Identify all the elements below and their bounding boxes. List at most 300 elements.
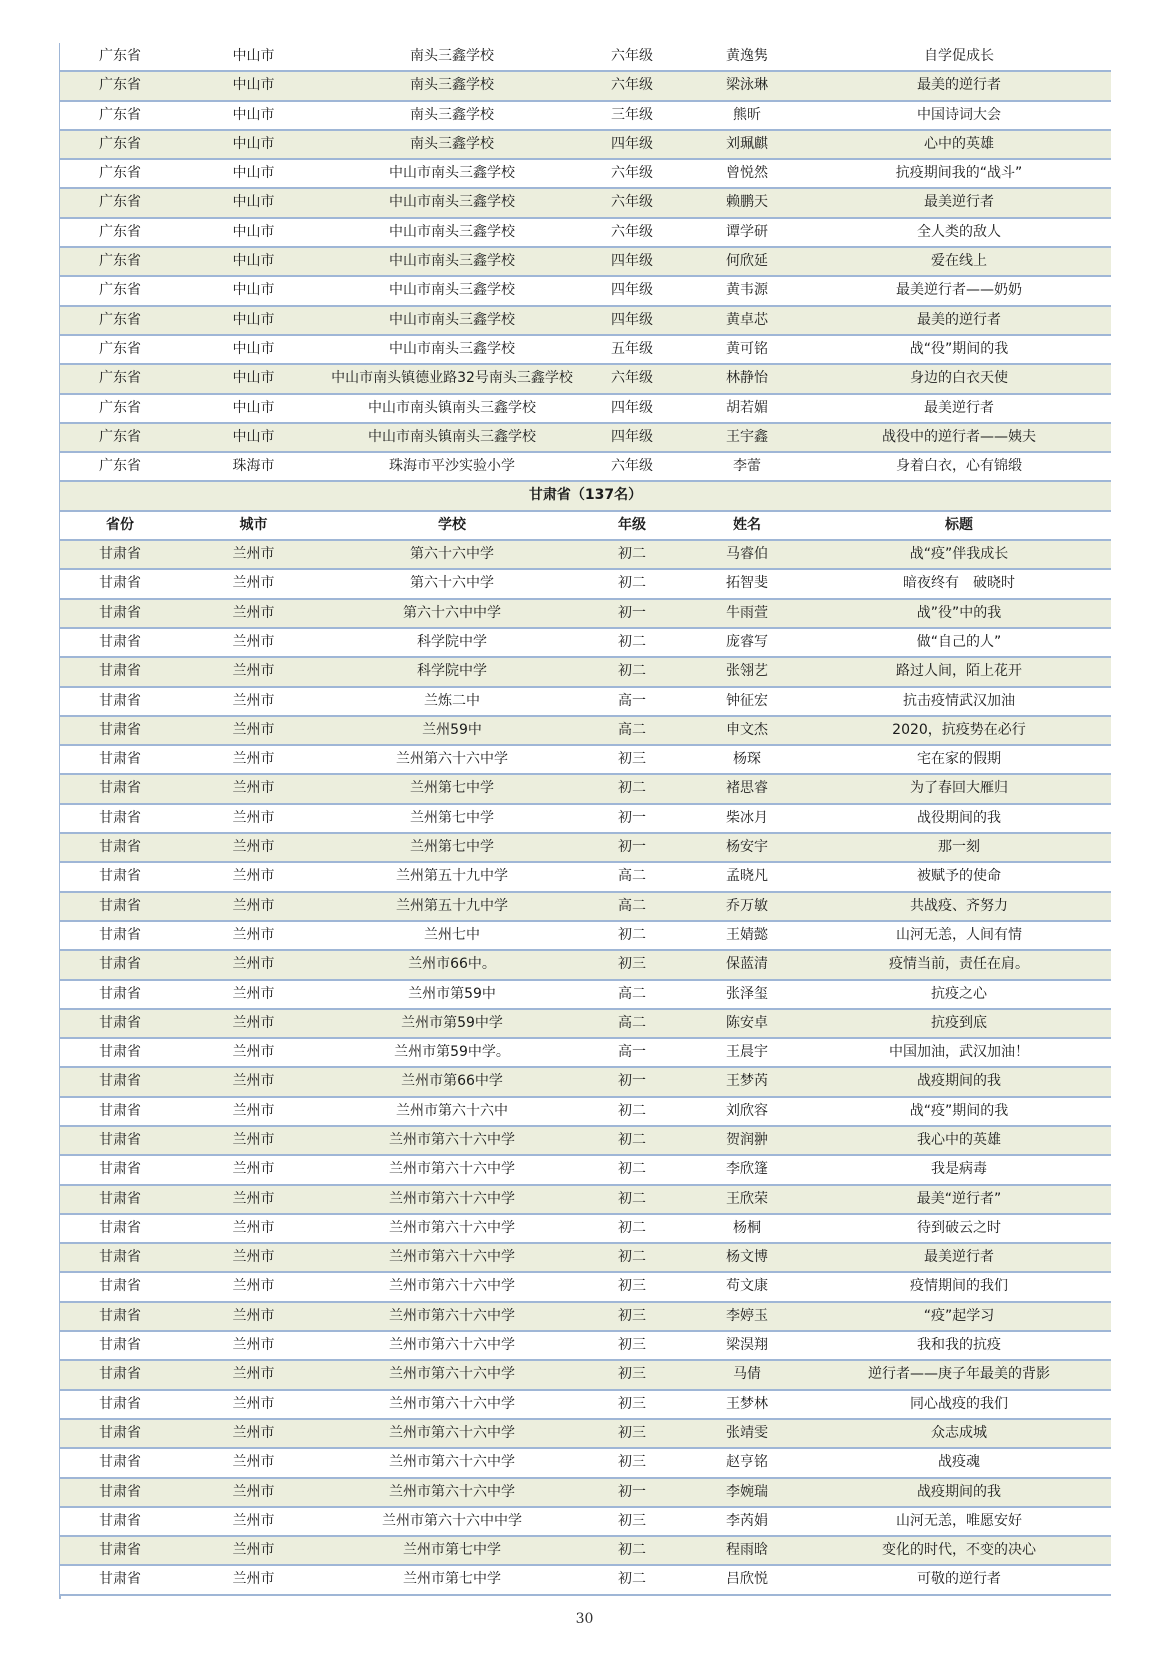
table-cell: 抗疫到底 [931, 1014, 987, 1031]
table-cell: 马睿伯 [726, 546, 768, 563]
table-row [60, 365, 1111, 394]
table-cell: 战疫期间的我 [917, 1073, 1001, 1090]
table-cell: 李欣篷 [726, 1161, 768, 1178]
table-cell: 战“役”期间的我 [909, 340, 1009, 357]
table-row [60, 277, 1111, 306]
table-cell: 兰州市 [232, 1307, 275, 1324]
table-cell: 广东省 [99, 458, 141, 475]
table-cell: 兰州市第六十六中学 [389, 1366, 515, 1383]
table-cell: 林静怡 [726, 370, 768, 387]
table-cell: 年级 [618, 516, 646, 533]
table-cell: 甘肃省 [99, 692, 141, 709]
table-cell: 中山市 [232, 165, 275, 182]
table-cell: 初三 [618, 1307, 646, 1324]
table-cell: 珠海市 [232, 458, 275, 475]
table-cell: 甘肃省 [99, 1542, 141, 1559]
table-cell: 四年级 [611, 282, 653, 299]
table-cell: 自学促成长 [924, 48, 994, 64]
table-row [60, 1127, 1111, 1156]
table-row [60, 189, 1111, 218]
table-cell: 待到破云之时 [917, 1219, 1001, 1236]
table-row [60, 1244, 1111, 1273]
table-cell: 身边的白衣天使 [910, 370, 1008, 387]
table-row [60, 1566, 1111, 1595]
awards-table [60, 43, 1111, 1596]
table-cell: 山河无恙，人间有情 [896, 926, 1022, 943]
table-cell: 战役期间的我 [917, 809, 1001, 826]
table-cell: 甘肃省 [99, 1073, 141, 1090]
table-cell: 高一 [618, 692, 646, 709]
table-cell: 珠海市平沙实验小学 [389, 458, 515, 475]
table-cell: 广东省 [99, 370, 141, 387]
table-cell: 六年级 [611, 194, 653, 211]
table-cell: 拓智斐 [726, 575, 768, 592]
table-cell: 心中的英雄 [924, 135, 994, 152]
table-cell: 初二 [618, 575, 646, 592]
table-cell: 中山市南头三鑫学校 [389, 340, 515, 357]
table-cell: 逆行者——庚子年最美的背影 [868, 1366, 1050, 1383]
table-cell: 甘肃省 [99, 1512, 141, 1529]
table-cell: 王梦芮 [726, 1073, 768, 1090]
table-cell: 四年级 [611, 428, 653, 445]
table-cell: 初二 [618, 633, 646, 650]
table-cell: 众志成城 [931, 1424, 987, 1441]
table-cell: 初二 [618, 1571, 646, 1588]
table-cell: 初一 [618, 809, 646, 826]
table-cell: 孟晓凡 [726, 868, 768, 885]
table-cell: 广东省 [99, 399, 141, 416]
table-cell: 熊昕 [733, 106, 761, 123]
table-cell: 陈安卓 [726, 1014, 768, 1031]
table-cell: 兰州市 [232, 780, 275, 797]
table-row [60, 1420, 1111, 1449]
table-cell: 暗夜终有 破晓时 [903, 575, 1015, 592]
table-cell: 李婉瑞 [726, 1483, 768, 1500]
table-cell: 初二 [618, 546, 646, 563]
section-title [60, 482, 1111, 511]
table-cell: 广东省 [99, 48, 141, 64]
table-row [60, 102, 1111, 131]
table-row [60, 160, 1111, 189]
table-cell: 战疫期间的我 [917, 1483, 1001, 1500]
table-row [60, 72, 1111, 101]
table-cell: 第六十六中中学 [403, 604, 501, 621]
table-cell: 三年级 [611, 106, 653, 123]
table-cell: 中山市 [232, 77, 275, 94]
table-cell: 第六十六中学 [410, 546, 494, 563]
table-cell: 甘肃省 [99, 1278, 141, 1295]
table-cell: 兰州市第六十六中中学 [382, 1512, 522, 1529]
table-cell: 疫情期间的我们 [910, 1278, 1008, 1295]
table-cell: 兰州市 [232, 633, 275, 650]
table-cell: 六年级 [611, 370, 653, 387]
table-cell: 杨桐 [733, 1219, 761, 1236]
table-cell: 最美逆行者 [924, 399, 994, 416]
table-row [60, 600, 1111, 629]
table-cell: 兰州市 [232, 1542, 275, 1559]
table-cell: 甘肃省 [99, 663, 141, 680]
table-row [60, 541, 1111, 570]
table-cell: 乔万敏 [726, 897, 768, 914]
table-cell: 甘肃省 [99, 575, 141, 592]
table-cell: 南头三鑫学校 [410, 48, 494, 64]
table-cell: 广东省 [99, 282, 141, 299]
table-cell: 中山市 [232, 311, 275, 328]
table-cell: 高二 [618, 985, 646, 1002]
table-cell: 那一刻 [938, 839, 980, 856]
table-cell: 全人类的敌人 [917, 223, 1001, 240]
table-cell: 黄可铭 [726, 340, 768, 357]
table-cell: 兰州市 [232, 809, 275, 826]
table-row [60, 219, 1111, 248]
table-cell: 被赋予的使命 [917, 868, 1001, 885]
table-cell: 兰州市 [232, 604, 275, 621]
table-row [60, 834, 1111, 863]
table-row [60, 805, 1111, 834]
table-cell: 同心战疫的我们 [910, 1395, 1008, 1412]
table-cell: 杨文博 [726, 1249, 768, 1266]
table-cell: 甘肃省 [99, 868, 141, 885]
table-cell: 中山市南头三鑫学校 [389, 165, 515, 182]
table-cell: 广东省 [99, 135, 141, 152]
table-cell: 褚思睿 [726, 780, 768, 797]
table-row [60, 1361, 1111, 1390]
table-cell: 初二 [618, 780, 646, 797]
table-cell: 中山市南头三鑫学校 [389, 194, 515, 211]
table-cell: 初一 [618, 839, 646, 856]
table-cell: 兰州第五十九中学 [396, 897, 508, 914]
table-cell: 中山市 [232, 399, 275, 416]
table-cell: 兰州市第六十六中学 [389, 1219, 515, 1236]
table-cell: 我和我的抗疫 [917, 1337, 1001, 1354]
table-row [60, 1215, 1111, 1244]
table-cell: 初一 [618, 1073, 646, 1090]
table-row [60, 717, 1111, 746]
table-row [60, 1068, 1111, 1097]
table-cell: 我是病毒 [931, 1161, 987, 1178]
table-cell: 中山市 [232, 223, 275, 240]
table-cell: 王宇鑫 [726, 428, 768, 445]
table-cell: 最美的逆行者 [917, 77, 1001, 94]
table-cell: 兰州市 [232, 868, 275, 885]
table-cell: 黄卓芯 [726, 311, 768, 328]
table-cell: 兰州第七中学 [410, 780, 494, 797]
table-cell: 广东省 [99, 311, 141, 328]
table-cell: 初二 [618, 1161, 646, 1178]
section-title-text: 甘肃省（137名） [528, 487, 643, 504]
table-cell: 兰州市 [232, 692, 275, 709]
table-row [60, 629, 1111, 658]
table-cell: 甘肃省 [99, 1044, 141, 1061]
table-cell: 广东省 [99, 340, 141, 357]
table-cell: 学校 [438, 516, 466, 533]
table-cell: 初二 [618, 1190, 646, 1207]
table-cell: 甘肃省 [99, 1337, 141, 1354]
table-cell: 兰州市第六十六中学 [389, 1454, 515, 1471]
table-cell: 甘肃省 [99, 751, 141, 768]
table-cell: 最美逆行者——奶奶 [896, 282, 1022, 299]
table-cell: 标题 [945, 516, 973, 533]
table-cell: 高二 [618, 897, 646, 914]
table-cell: 兰州59中 [422, 721, 482, 738]
table-cell: 初三 [618, 1278, 646, 1295]
table-cell: 申文杰 [726, 721, 768, 738]
table-cell: 兰炼二中 [424, 692, 480, 709]
table-cell: 兰州第五十九中学 [396, 868, 508, 885]
table-cell: 甘肃省 [99, 897, 141, 914]
table-cell: 最美逆行者 [924, 194, 994, 211]
table-row [60, 746, 1111, 775]
table-cell: 兰州市第六十六中学 [389, 1483, 515, 1500]
table-cell: 兰州七中 [424, 926, 480, 943]
table-row [60, 1479, 1111, 1508]
table-row [60, 570, 1111, 599]
table-cell: 李婷玉 [726, 1307, 768, 1324]
table-cell: 兰州市 [232, 1219, 275, 1236]
table-row [60, 1039, 1111, 1068]
table-cell: 兰州市 [232, 1131, 275, 1148]
table-cell: 甘肃省 [99, 1395, 141, 1412]
table-cell: 甘肃省 [99, 1366, 141, 1383]
table-cell: 甘肃省 [99, 780, 141, 797]
table-row [60, 336, 1111, 365]
table-cell: 广东省 [99, 165, 141, 182]
table-cell: 高二 [618, 1014, 646, 1031]
table-cell: 柴冰月 [726, 809, 768, 826]
table-cell: 甘肃省 [99, 1454, 141, 1471]
table-row [60, 395, 1111, 424]
table-cell: 李芮娟 [726, 1512, 768, 1529]
table-cell: 初二 [618, 1542, 646, 1559]
table-cell: 战“疫”期间的我 [909, 1102, 1009, 1119]
table-cell: 中山市 [232, 48, 275, 64]
table-cell: 初二 [618, 1102, 646, 1119]
table-cell: 甘肃省 [99, 1483, 141, 1500]
table-cell: 姓名 [733, 516, 761, 533]
table-cell: 兰州市第六十六中 [396, 1102, 508, 1119]
table-cell: 刘珮麒 [726, 135, 768, 152]
table-cell: 甘肃省 [99, 1219, 141, 1236]
table-cell: 甘肃省 [99, 1131, 141, 1148]
table-row [60, 131, 1111, 160]
table-cell: 中山市南头三鑫学校 [389, 253, 515, 270]
table-cell: 中山市 [232, 282, 275, 299]
table-cell: 王欣荣 [726, 1190, 768, 1207]
table-cell: 中国加油，武汉加油！ [889, 1044, 1029, 1061]
table-cell: 山河无恙，唯愿安好 [896, 1512, 1022, 1529]
table-cell: 甘肃省 [99, 926, 141, 943]
table-cell: 中山市南头三鑫学校 [389, 282, 515, 299]
table-cell: 兰州市 [232, 1424, 275, 1441]
table-cell: 初三 [618, 751, 646, 768]
table-cell: 六年级 [611, 458, 653, 475]
table-cell: 甘肃省 [99, 1571, 141, 1588]
table-cell: 甘肃省 [99, 985, 141, 1002]
table-cell: 曾悦然 [726, 165, 768, 182]
table-cell: 兰州市第59中学。 [394, 1044, 510, 1061]
table-cell: 兰州市 [232, 1454, 275, 1471]
table-cell: 最美的逆行者 [917, 311, 1001, 328]
table-cell: 初三 [618, 1424, 646, 1441]
table-cell: 变化的时代，不变的决心 [882, 1542, 1036, 1559]
table-cell: 六年级 [611, 48, 653, 64]
table-cell: 甘肃省 [99, 1307, 141, 1324]
table-cell: 战役中的逆行者——姨夫 [882, 428, 1036, 445]
table-cell: 兰州市 [232, 721, 275, 738]
table-cell: 抗疫期间我的“战斗” [895, 165, 1023, 182]
table-cell: 广东省 [99, 428, 141, 445]
table-row [60, 1449, 1111, 1478]
table-row [60, 453, 1111, 482]
table-cell: 四年级 [611, 311, 653, 328]
table-cell: 高二 [618, 721, 646, 738]
table-cell: 初三 [618, 1512, 646, 1529]
table-cell: 初三 [618, 1337, 646, 1354]
table-cell: 王婧懿 [726, 926, 768, 943]
table-row [60, 43, 1111, 72]
table-cell: 兰州市第59中学 [401, 1014, 503, 1031]
table-cell: 贺润翀 [726, 1131, 768, 1148]
table-cell: 疫情当前，责任在肩。 [889, 956, 1029, 973]
table-cell: 南头三鑫学校 [410, 135, 494, 152]
table-cell: 四年级 [611, 135, 653, 152]
table-cell: 兰州市第六十六中学 [389, 1278, 515, 1295]
table-cell: 甘肃省 [99, 1249, 141, 1266]
table-cell: 兰州市 [232, 956, 275, 973]
table-cell: 兰州市 [232, 1366, 275, 1383]
table-row [60, 248, 1111, 277]
table-cell: 兰州市第六十六中学 [389, 1337, 515, 1354]
table-cell: 甘肃省 [99, 1424, 141, 1441]
table-cell: 兰州市第六十六中学 [389, 1161, 515, 1178]
table-cell: 兰州市 [232, 1073, 275, 1090]
table-cell: 初二 [618, 1131, 646, 1148]
table-cell: 兰州市 [232, 1249, 275, 1266]
table-cell: 保蓝清 [726, 956, 768, 973]
table-cell: 兰州市第六十六中学 [389, 1395, 515, 1412]
table-cell: 初三 [618, 1454, 646, 1471]
table-cell: 黄逸隽 [726, 48, 768, 64]
table-cell: 五年级 [611, 340, 653, 357]
table-cell: 初三 [618, 1395, 646, 1412]
table-cell: 兰州市 [232, 897, 275, 914]
table-cell: 抗疫之心 [931, 985, 987, 1002]
table-cell: 张靖雯 [726, 1424, 768, 1441]
table-cell: 兰州市第六十六中学 [389, 1424, 515, 1441]
table-cell: 兰州市第六十六中学 [389, 1307, 515, 1324]
table-cell: 甘肃省 [99, 1161, 141, 1178]
table-cell: 兰州市第六十六中学 [389, 1190, 515, 1207]
table-cell: 梁泳琳 [726, 77, 768, 94]
table-cell: 中山市 [232, 428, 275, 445]
table-cell: 兰州市 [232, 663, 275, 680]
table-cell: 甘肃省 [99, 839, 141, 856]
table-row [60, 1391, 1111, 1420]
table-cell: 谭学研 [726, 223, 768, 240]
table-cell: 四年级 [611, 399, 653, 416]
table-cell: 省份 [106, 516, 134, 533]
table-cell: 初三 [618, 956, 646, 973]
table-row [60, 922, 1111, 951]
table-cell: 兰州市 [232, 546, 275, 563]
table-row [60, 1098, 1111, 1127]
table-cell: 中山市 [232, 253, 275, 270]
table-cell: 兰州市 [232, 1161, 275, 1178]
table-cell: 甘肃省 [99, 546, 141, 563]
table-cell: 宅在家的假期 [917, 751, 1001, 768]
table-cell: 2020，抗疫势在必行 [892, 721, 1026, 738]
table-cell: 广东省 [99, 77, 141, 94]
table-cell: 兰州市 [232, 575, 275, 592]
table-cell: 中山市南头三鑫学校 [389, 223, 515, 240]
table-cell: 兰州市第七中学 [403, 1571, 501, 1588]
table-row [60, 307, 1111, 336]
table-row [60, 688, 1111, 717]
table-cell: 战“疫”伴我成长 [909, 546, 1009, 563]
table-cell: 兰州市第66中学 [401, 1073, 503, 1090]
table-cell: 甘肃省 [99, 1014, 141, 1031]
table-cell: 做“自己的人” [916, 633, 1002, 650]
table-cell: 兰州市 [232, 985, 275, 1002]
table-cell: 兰州市第六十六中学 [389, 1249, 515, 1266]
table-cell: 广东省 [99, 223, 141, 240]
table-cell: 兰州市 [232, 1102, 275, 1119]
table-cell: 兰州市 [232, 1571, 275, 1588]
table-cell: 赵亨铭 [726, 1454, 768, 1471]
table-cell: 兰州市 [232, 1190, 275, 1207]
table-cell: 初一 [618, 1483, 646, 1500]
table-cell: 王梦林 [726, 1395, 768, 1412]
table-cell: 兰州市 [232, 1512, 275, 1529]
table-row [60, 658, 1111, 687]
table-cell: 科学院中学 [417, 633, 487, 650]
table-cell: 兰州市 [232, 1337, 275, 1354]
table-cell: 可敬的逆行者 [917, 1571, 1001, 1588]
table-cell: 牛雨萱 [726, 604, 768, 621]
table-cell: 爱在线上 [931, 253, 987, 270]
table-cell: 何欣延 [726, 253, 768, 270]
table-cell: 初三 [618, 1366, 646, 1383]
table-cell: 甘肃省 [99, 721, 141, 738]
table-cell: 甘肃省 [99, 633, 141, 650]
table-cell: 兰州市 [232, 1044, 275, 1061]
table-cell: 中山市 [232, 106, 275, 123]
table-cell: 战”役”中的我 [916, 604, 1002, 621]
table-cell: 钟征宏 [726, 692, 768, 709]
table-cell: 广东省 [99, 253, 141, 270]
table-cell: 兰州市 [232, 1483, 275, 1500]
table-cell: 六年级 [611, 77, 653, 94]
table-cell: 中山市南头镇南头三鑫学校 [368, 399, 536, 416]
table-row [60, 893, 1111, 922]
page-number: 30 [575, 1611, 594, 1627]
table-cell: 胡若媚 [726, 399, 768, 416]
table-cell: 兰州市第六十六中学 [389, 1131, 515, 1148]
table-cell: 甘肃省 [99, 604, 141, 621]
table-row [60, 1332, 1111, 1361]
table-cell: 兰州市第59中 [408, 985, 496, 1002]
table-row [60, 1537, 1111, 1566]
table-cell: 中山市南头三鑫学校 [389, 311, 515, 328]
table-cell: 李蕾 [733, 458, 761, 475]
table-row [60, 1273, 1111, 1302]
table-cell: 兰州市 [232, 1278, 275, 1295]
table-row [60, 424, 1111, 453]
table-row [60, 863, 1111, 892]
table-cell: 杨安宇 [726, 839, 768, 856]
table-cell: 六年级 [611, 223, 653, 240]
table-cell: 路过人间，陌上花开 [896, 663, 1022, 680]
